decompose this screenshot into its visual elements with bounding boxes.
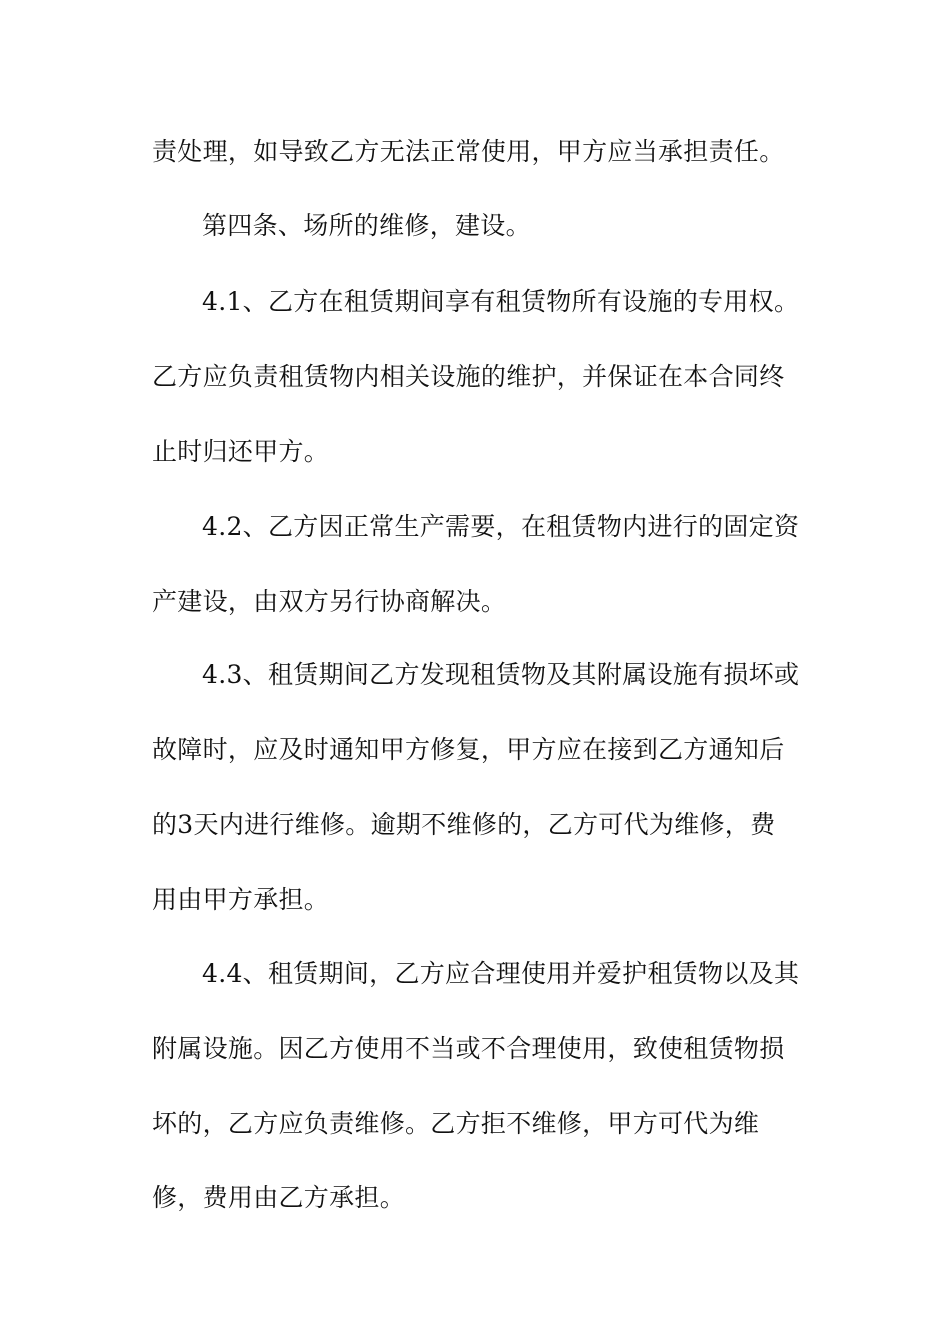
clause-4-1-line: 乙方应负责租赁物内相关设施的维护，并保证在本合同终 [152, 362, 785, 391]
section-heading: 第四条、场所的维修，建设。 [202, 211, 531, 240]
clause-4-2-line: 4.2、乙方因正常生产需要，在租赁物内进行的固定资 [202, 512, 800, 541]
clause-4-3-line: 的3天内进行维修。逾期不维修的，乙方可代为维修，费 [152, 810, 776, 839]
clause-4-4-line: 修，费用由乙方承担。 [152, 1183, 406, 1212]
clause-4-4-line: 坏的，乙方应负责维修。乙方拒不维修，甲方可代为维 [152, 1109, 760, 1138]
clause-4-2-line: 产建设，由双方另行协商解决。 [152, 587, 507, 616]
clause-4-4-line: 附属设施。因乙方使用不当或不合理使用，致使租赁物损 [152, 1034, 785, 1063]
clause-4-4-line: 4.4、租赁期间，乙方应合理使用并爱护租赁物以及其 [202, 959, 800, 988]
clause-4-1-line: 4.1、乙方在租赁期间享有租赁物所有设施的专用权。 [202, 287, 800, 316]
clause-4-3-line: 用由甲方承担。 [152, 885, 330, 914]
text-line: 责处理，如导致乙方无法正常使用，甲方应当承担责任。 [152, 137, 785, 166]
clause-4-1-line: 止时归还甲方。 [152, 437, 330, 466]
clause-4-3-line: 4.3、租赁期间乙方发现租赁物及其附属设施有损坏或 [202, 660, 800, 689]
clause-4-3-line: 故障时，应及时通知甲方修复，甲方应在接到乙方通知后 [152, 735, 785, 764]
